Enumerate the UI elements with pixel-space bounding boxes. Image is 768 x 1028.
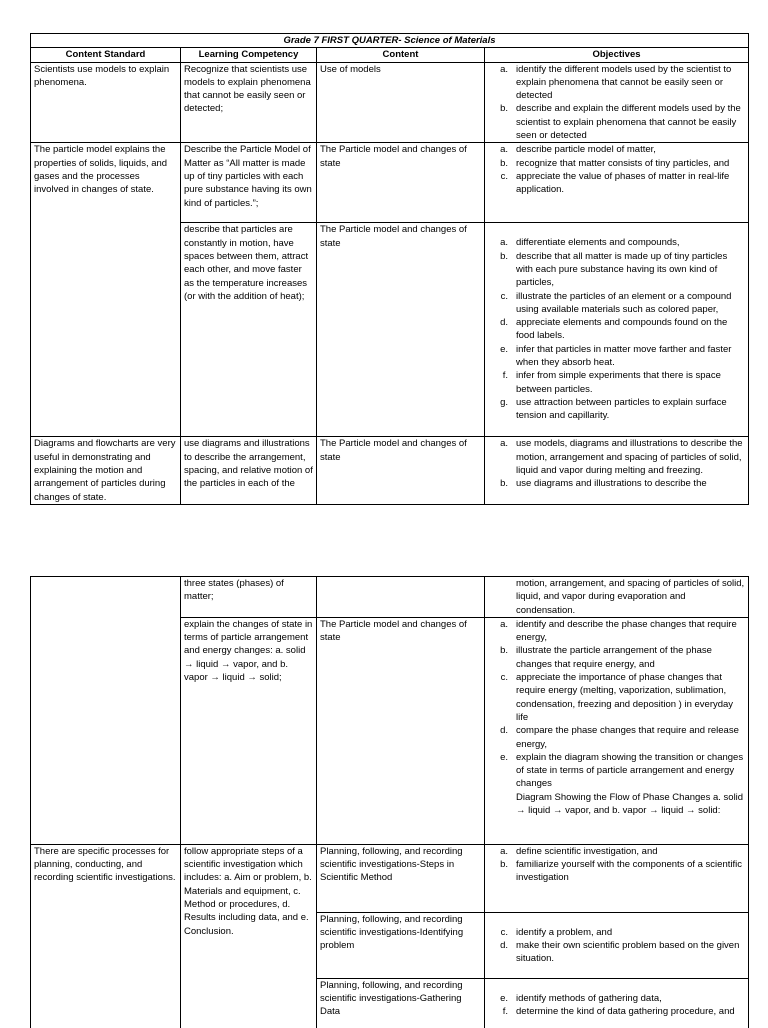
objective-item: g. use attraction between particles to explain surface tension and capillarity. <box>500 396 727 422</box>
objective-item: b. use diagrams and illustrations to describe the <box>500 478 707 490</box>
header-objectives: Objectives <box>485 48 749 62</box>
objectives-cell <box>485 223 749 437</box>
objectives-cell <box>485 617 749 844</box>
content-standard-cell: Scientists use models to explain phenomena. <box>31 62 181 143</box>
learning-competency-cell: Describe the Particle Model of Matter as “All matter is made up of tiny particles with each pure substance having its own kind of particles.”; <box>181 143 317 223</box>
learning-competency-cell: explain the changes of state in terms of particle arrangement and energy changes: a. solid → liquid → vapor, and b. vapor → liquid → solid; <box>181 617 317 844</box>
table-row <box>31 437 749 504</box>
table-row <box>31 577 749 618</box>
content-cell: The Particle model and changes of state <box>317 437 485 504</box>
content-standard-cell <box>31 577 181 618</box>
objective-item: b. describe that all matter is made up of tiny particles with each pure substance having its own kind of particles, <box>500 250 728 289</box>
header-learning-competency: Learning Competency <box>181 48 317 62</box>
objectives-cell <box>485 62 749 143</box>
objective-item: Diagram Showing the Flow of Phase Changes a. solid → liquid → vapor, and b. vapor → liquid → solid: <box>516 791 744 817</box>
table-row <box>31 844 749 912</box>
objective-item: b. familiarize yourself with the components of a scientific investigation <box>500 859 742 884</box>
content-cell: Planning, following, and recording scientific investigations-Steps in Scientific Method <box>317 844 485 912</box>
content-cell: The Particle model and changes of state <box>317 223 485 437</box>
objective-item: a. identify and describe the phase changes that require energy, <box>500 618 737 644</box>
objective-item: c. identify a problem, and <box>500 926 613 938</box>
table-row <box>31 62 749 143</box>
objective-item: a. describe particle model of matter, <box>500 144 656 156</box>
objectives-cell <box>485 143 749 223</box>
content-cell: The Particle model and changes of state <box>317 617 485 844</box>
objective-item: c. appreciate the value of phases of matter in real-life application. <box>500 170 730 196</box>
content-cell <box>317 577 485 618</box>
objective-item: f. determine the kind of data gathering procedure, and <box>502 1006 735 1018</box>
content-standard-cell <box>31 617 181 844</box>
objective-item: a. identify the different models used by the scientist to explain phenomena that cannot be easily seen or detected <box>500 63 732 102</box>
content-cell: Planning, following, and recording scientific investigations-Gathering Data <box>317 978 485 1028</box>
content-standard-cell: The particle model explains the properties of solids, liquids, and gases and the processes involved in changes of state. <box>31 143 181 223</box>
objective-item: b. illustrate the particle arrangement of the phase changes that require energy, and <box>500 645 712 670</box>
objective-continuation: motion, arrangement, and spacing of particles of solid, liquid, and vapor during evaporation and condensation. <box>516 578 745 616</box>
objective-item: d. appreciate elements and compounds found on the food labels. <box>500 317 728 342</box>
objective-item: e. infer that particles in matter move farther and faster when they absorb heat. <box>500 343 732 369</box>
header-content: Content <box>317 48 485 62</box>
objective-item: d. compare the phase changes that require and release energy, <box>500 725 739 750</box>
learning-competency-cell: Recognize that scientists use models to explain phenomena that cannot be easily seen or detected; <box>181 62 317 143</box>
table-row <box>31 223 749 437</box>
content-standard-cell <box>31 223 181 437</box>
objective-item: e. identify methods of gathering data, <box>500 992 662 1004</box>
content-cell: Use of models <box>317 62 485 143</box>
learning-competency-cell: follow appropriate steps of a scientific investigation which includes: a. Aim or problem, b. Materials and equipment, c. Method or procedures, d. Results including data, and e. Conclusion. <box>181 844 317 1028</box>
curriculum-table-page-2 <box>30 576 748 1028</box>
objectives-cell <box>485 844 749 912</box>
table-row <box>31 143 749 223</box>
learning-competency-cell: use diagrams and illustrations to describe the arrangement, spacing, and relative motion of the particles in each of the <box>181 437 317 504</box>
objective-item: c. illustrate the particles of an element or a compound using available materials such as colored paper, <box>500 290 732 315</box>
table-row <box>31 617 749 844</box>
curriculum-table-continued <box>30 576 749 1028</box>
objective-item: b. describe and explain the different models used by the scientist to explain phenomena that cannot be easily seen or detected <box>500 103 741 142</box>
objective-item: c. appreciate the importance of phase changes that require energy (melting, vaporization, sublimation, condensation, freezing and deposition ) in everyday life <box>500 672 734 723</box>
objective-item: f. infer from simple experiments that there is space between particles. <box>502 370 721 395</box>
objective-item: e. explain the diagram showing the transition or changes of state in terms of particle arrangement and energy changes <box>500 751 744 790</box>
curriculum-table-page-1 <box>30 33 748 505</box>
objective-item: a. define scientific investigation, and <box>500 845 658 857</box>
content-cell: The Particle model and changes of state <box>317 143 485 223</box>
objectives-cell <box>485 978 749 1028</box>
objectives-cell <box>485 437 749 504</box>
table-title: Grade 7 FIRST QUARTER- Science of Materials <box>31 34 749 48</box>
learning-competency-cell: describe that particles are constantly in motion, have spaces between them, attract each other, and move faster as the temperature increases (or with the addition of heat); <box>181 223 317 437</box>
learning-competency-cell: three states (phases) of matter; <box>181 577 317 618</box>
objectives-cell <box>485 577 749 618</box>
curriculum-table <box>30 33 749 505</box>
objective-item: a. differentiate elements and compounds, <box>500 237 680 249</box>
content-standard-cell: There are specific processes for planning, conducting, and recording scientific investigations. <box>31 844 181 1028</box>
objective-item: b. recognize that matter consists of tiny particles, and <box>500 157 730 169</box>
objectives-cell <box>485 912 749 978</box>
objective-item: a. use models, diagrams and illustrations to describe the motion, arrangement and spacing of particles of solid, liquid and vapor during melting and freezing. <box>500 438 743 476</box>
content-cell: Planning, following, and recording scientific investigations-Identifying problem <box>317 912 485 978</box>
content-standard-cell: Diagrams and flowcharts are very useful in demonstrating and explaining the motion and arrangement of particles during changes of state. <box>31 437 181 504</box>
objective-item: d. make their own scientific problem based on the given situation. <box>500 940 740 965</box>
header-content-standard: Content Standard <box>31 48 181 62</box>
